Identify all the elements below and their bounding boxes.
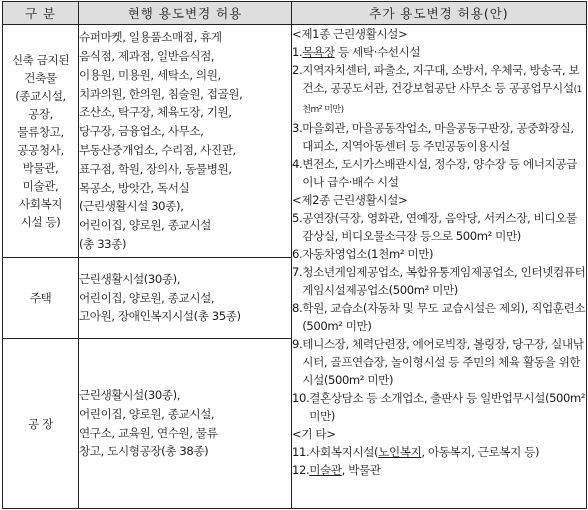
proposed-item-8: 8. 학원, 교습소(자동차 및 무도 교습시설은 제외), 직업훈련소(500m² 미만) [292,301,586,333]
proposed-item-10: 10. 결혼상담소 등 소개업소, 출판사 등 일반업무시설(500m² 미만) [292,391,586,423]
proposed-item-11: 11. 사회복지시설(노인복지, 아동복지, 근로복지 등) [292,445,540,459]
category-factory: 공 장 [3,339,79,509]
current-restricted: 슈퍼마켓, 일용품소매점, 휴게 음식점, 제과점, 일반음식점, 이용원, 미용원, 세탁소, 의원, 치과의원, 한의원, 침술원, 접골원, 조산소, 탁구장, 체육도장, 기원, 당구장, 금융업소, 사무소, 부동산중개업소, 수리점, 사진관, 표구점, 학원, 장의사, 동물병원, 목공소, 방앗간, 독서실 (근린생활시설 30종), 어린이집, 양로원, 종교시설 (총 33종) [79,25,292,258]
category-housing: 주택 [3,258,79,339]
proposed-item-12: 12. 미술관, 박물관 [292,463,381,477]
proposed-item-5: 5. 공연장(극장, 영화관, 연예장, 음악당, 서커스장, 비디오물감상실, 비디오물소극장 등으로 500m² 미만) [292,211,577,243]
proposed-item-2: 2. 지역자치센터, 파출소, 지구대, 소방서, 우체국, 방송국, 보건소, 공공도서관, 건강보험공단 사무소 등 공공업무시설(1천m² 미만) [292,63,582,115]
category-restricted: 신축 금지된 건축물 (종교시설, 공장, 물류창고, 공공청사, 박물관, 미술관, 사회복지 시설 등) [3,25,79,258]
proposed-item-9: 9. 테니스장, 체력단련장, 에어로빅장, 볼링장, 당구장, 실내낚시터, 골프연습장, 놀이형시설 등 주민의 체육 활동을 위한 시설(500m² 미만) [292,337,584,387]
current-factory: 근린생활시설(30종), 어린이집, 양로원, 종교시설, 연구소, 교육원, 연수원, 물류 창고, 도시형공장(총 38종) [79,339,292,509]
comparison-table [2,1,587,509]
proposed-item-3: 3. 마을회관, 마을공동작업소, 마을공동구판장, 공중화장실, 대피소, 지역아동센터 등 주민공동이용시설 [292,121,574,153]
group1-header: <제1종 근린생활시설> [292,27,408,41]
proposed-item-4: 4. 변전소, 도시가스배관시설, 정수장, 양수장 등 에너지공급이나 급수·배수 시설 [292,157,577,189]
header-category: 구 분 [3,2,79,25]
current-housing: 근린생활시설(30종), 어린이집, 양로원, 종교시설, 고아원, 장애인복지시설(총 35종) [79,258,292,339]
group3-header: <기 타> [292,427,336,441]
proposed-column [292,25,587,509]
header-row [3,2,587,25]
proposed-item-7: 7. 청소년게임제공업소, 복합유통게임제공업소, 인터넷컴퓨터게임시설제공업소(500m² 미만) [292,265,586,297]
header-proposed: 추가 용도변경 허용(안) [292,2,587,25]
row-restricted-buildings [3,25,587,258]
group2-header: <제2종 근린생활시설> [292,193,408,207]
header-current: 현행 용도변경 허용 [79,2,292,25]
proposed-item-1: 1. 목욕장 등 세탁·수선시설 [292,45,421,59]
proposed-item-6: 6. 자동차영업소(1천m² 미만) [292,247,434,261]
